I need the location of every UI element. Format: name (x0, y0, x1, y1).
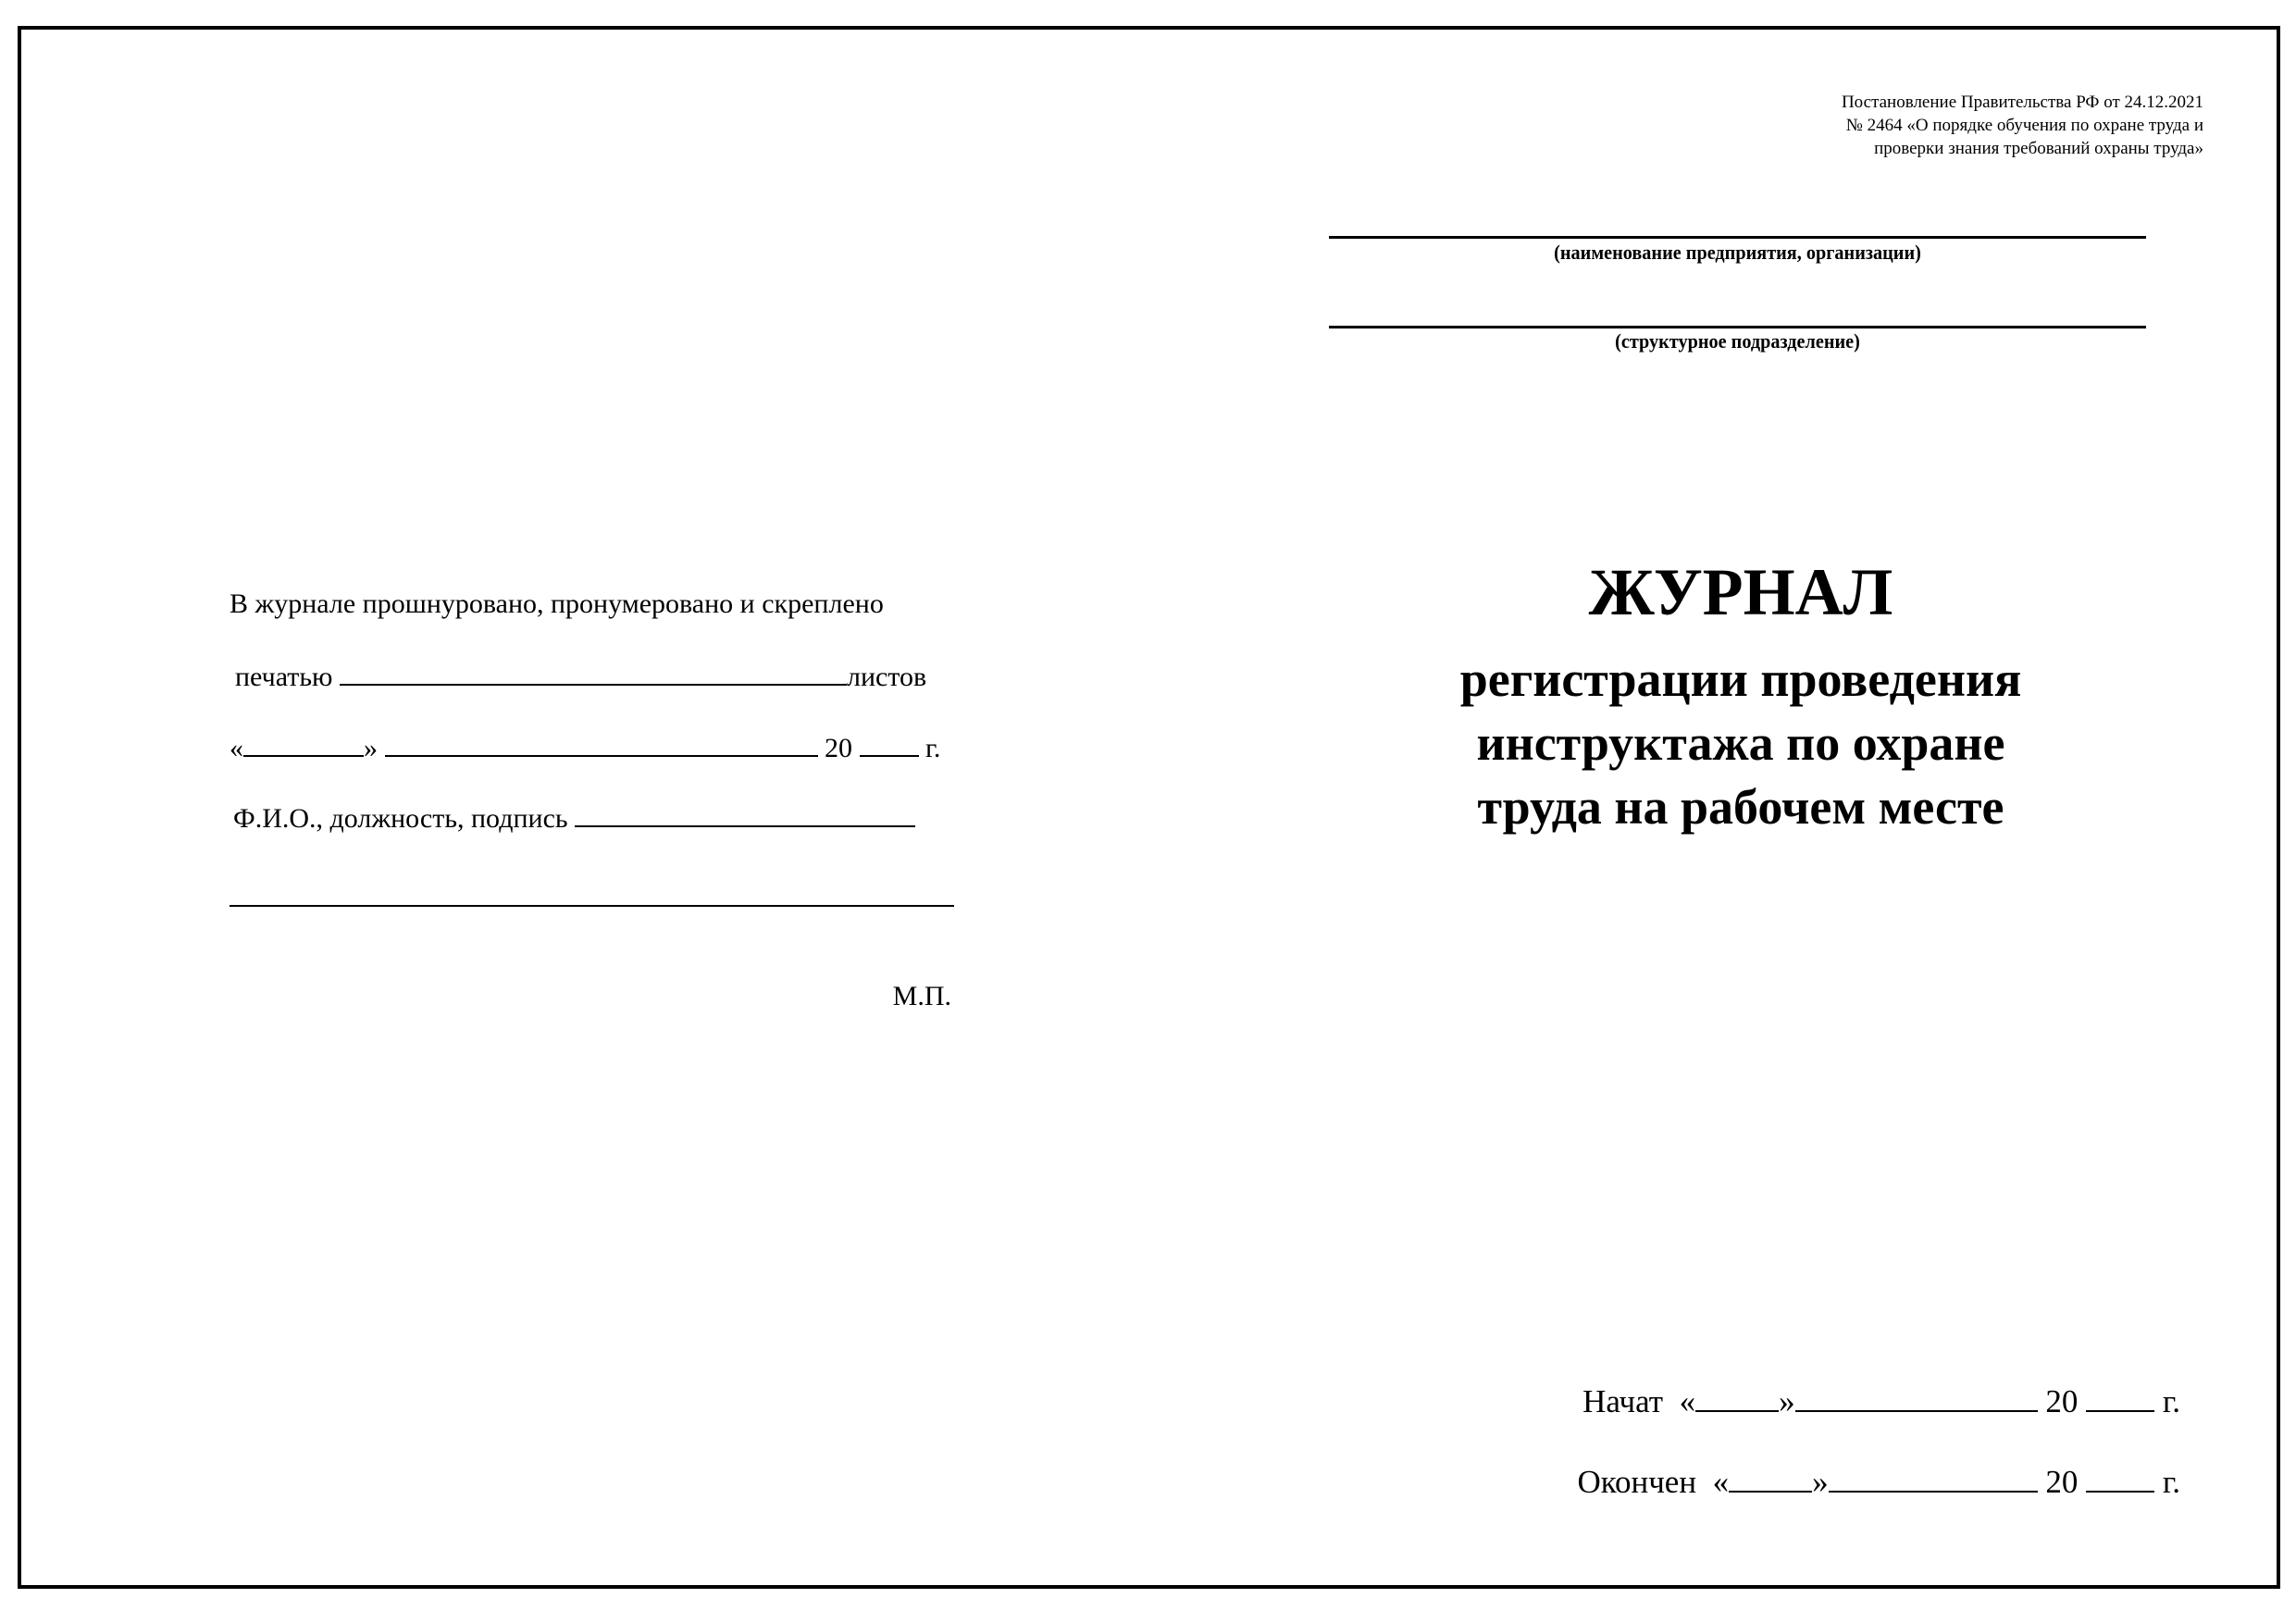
signatory-field[interactable] (575, 801, 915, 827)
signatory-label: Ф.И.О., должность, подпись (233, 803, 568, 834)
close-quote: » (364, 733, 378, 763)
subtitle-line: регистрации проведения (1459, 651, 2022, 707)
signatory-line (233, 801, 958, 835)
certification-date-line (230, 731, 954, 764)
year-suffix: г. (2162, 1464, 2180, 1500)
year-field[interactable] (860, 731, 919, 757)
certification-text: В журнале прошнуровано, пронумеровано и скреплено (230, 588, 884, 619)
started-label: Начат (1582, 1383, 1664, 1419)
open-quote: « (1679, 1383, 1696, 1419)
journal-title: ЖУРНАЛ (1588, 555, 1893, 629)
signatory-continuation-field[interactable] (230, 905, 954, 907)
close-quote: » (1812, 1464, 1829, 1500)
subtitle-line: труда на рабочем месте (1477, 779, 2004, 835)
open-quote: « (230, 733, 243, 763)
open-quote: « (1712, 1464, 1730, 1500)
finished-date-line (1577, 1464, 2180, 1501)
seal-label: печатью (235, 662, 333, 692)
certification-line-2 (235, 660, 960, 693)
finished-label: Окончен (1577, 1464, 1697, 1500)
certification-line-1 (230, 588, 954, 620)
started-year-field[interactable] (2086, 1386, 2154, 1412)
regulation-note (1842, 91, 2203, 160)
month-field[interactable] (385, 731, 818, 757)
finished-month-field[interactable] (1829, 1467, 2038, 1493)
sheets-label: листов (846, 662, 927, 692)
started-date-line (1582, 1383, 2180, 1420)
regulation-note-line: проверки знания требований охраны труда» (1874, 139, 2203, 158)
day-field[interactable] (243, 731, 364, 757)
subtitle-line: инструктажа по охране (1476, 715, 2005, 771)
close-quote: » (1779, 1383, 1795, 1419)
regulation-note-line: Постановление Правительства РФ от 24.12.2021 (1841, 93, 2203, 112)
department-caption: (структурное подразделение) (1615, 329, 1860, 353)
year-suffix: г. (925, 733, 941, 763)
year-prefix: 20 (2045, 1464, 2079, 1500)
stamp-line (230, 981, 951, 1012)
regulation-note-line: № 2464 «О порядке обучения по охране труда и (1845, 116, 2203, 135)
started-day-field[interactable] (1695, 1386, 1779, 1412)
stamp-label: М.П. (892, 981, 951, 1011)
department-field[interactable] (1329, 326, 2146, 328)
organization-name-field[interactable] (1329, 236, 2146, 239)
started-month-field[interactable] (1795, 1386, 2038, 1412)
year-prefix: 20 (825, 733, 852, 763)
finished-day-field[interactable] (1729, 1467, 1812, 1493)
year-suffix: г. (2162, 1383, 2180, 1419)
journal-subtitle (1329, 648, 2153, 839)
organization-caption: (наименование предприятия, организации) (1554, 241, 1921, 264)
year-prefix: 20 (2045, 1383, 2079, 1419)
sheet-count-field[interactable] (340, 660, 847, 686)
finished-year-field[interactable] (2086, 1467, 2154, 1493)
